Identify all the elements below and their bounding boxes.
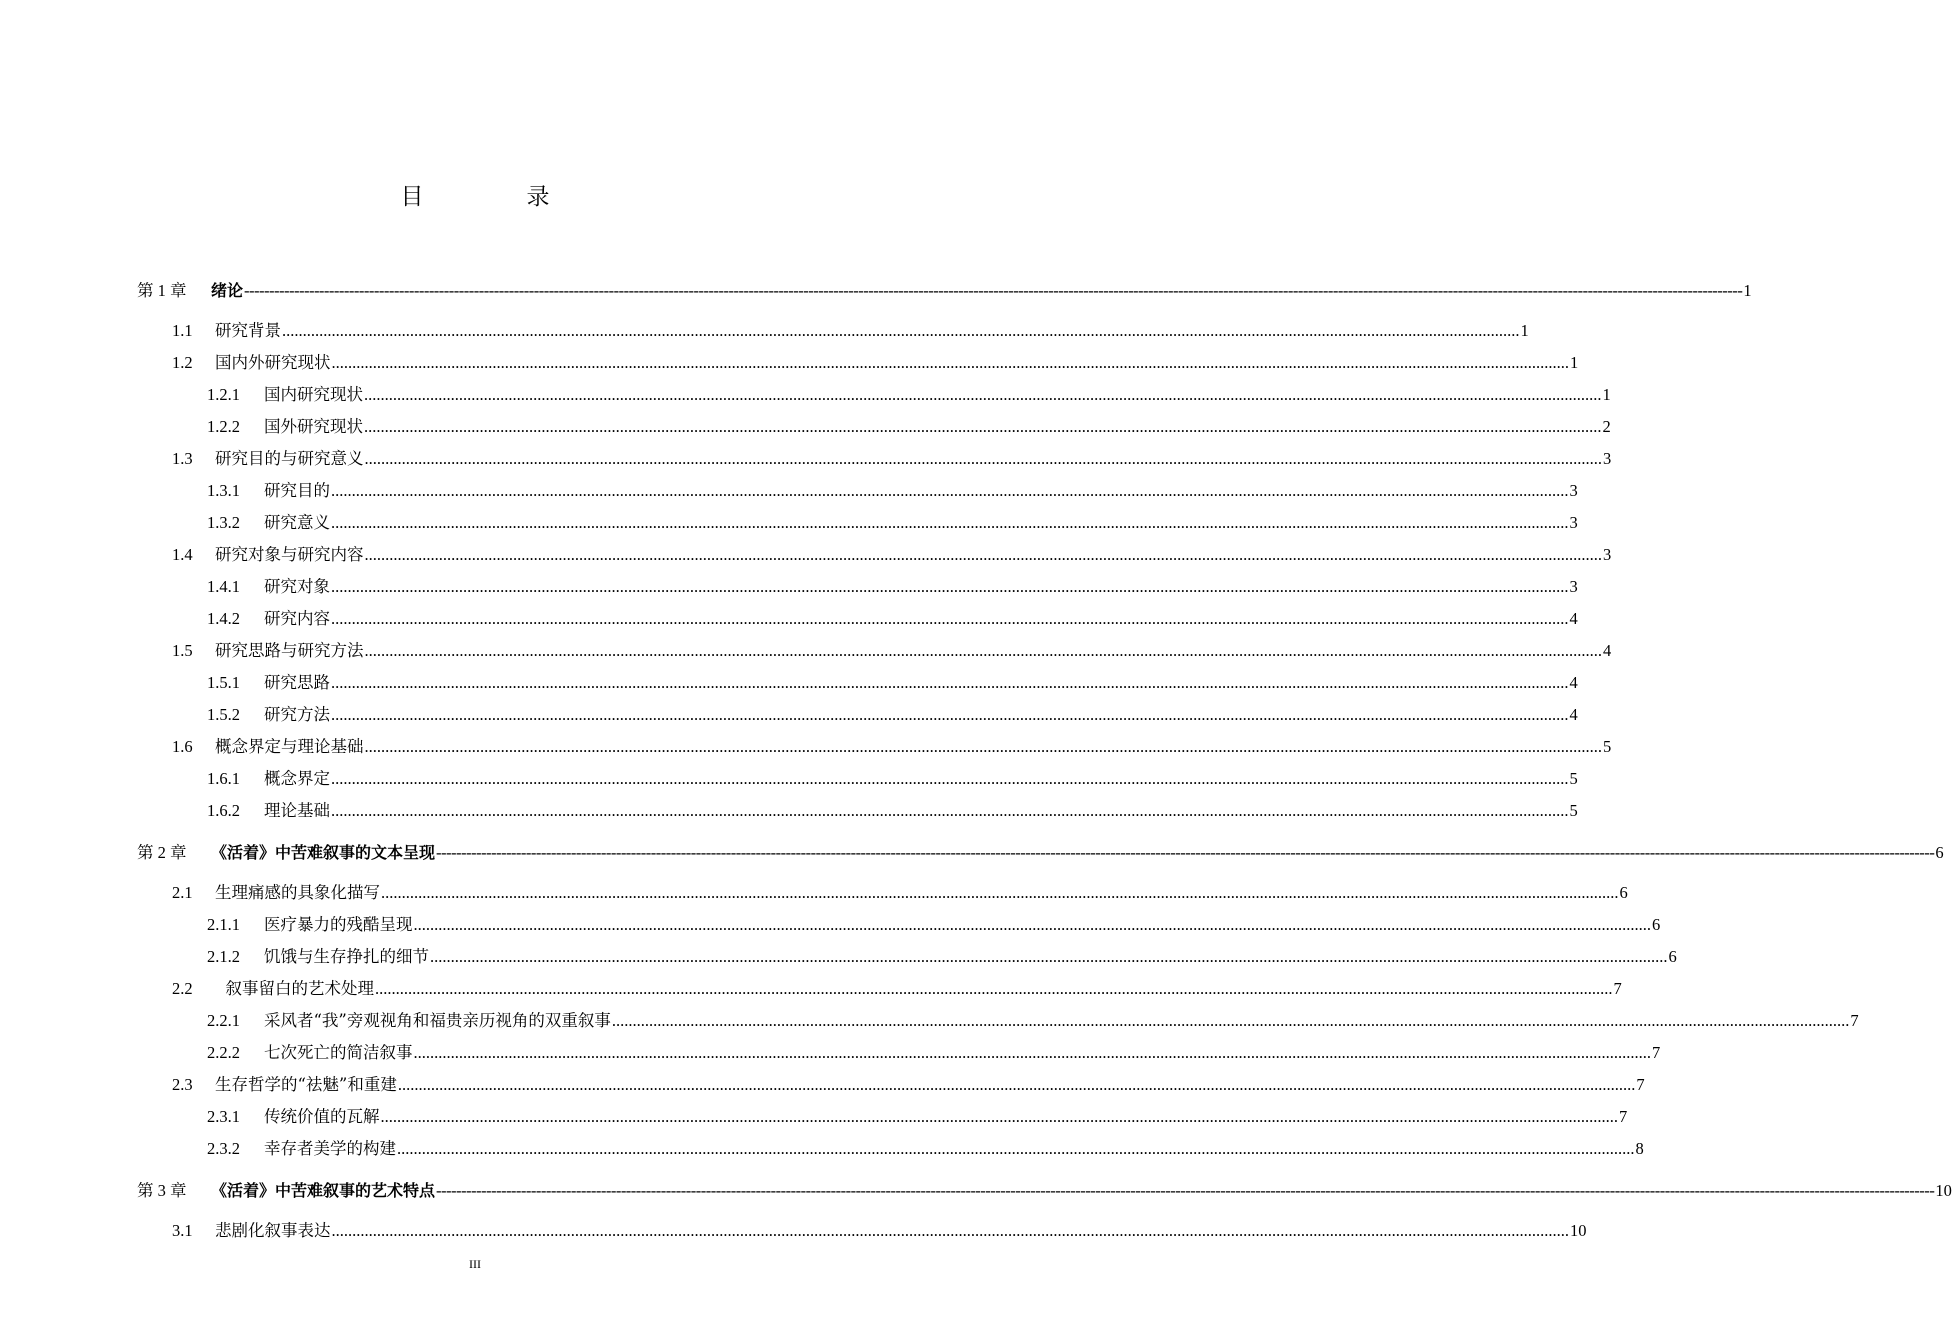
toc-leader: ------------------------------------------------------------------------------------------------------------------------------------------------------------------------------------------------------------------------------------------------------------------------------------------------------------	[244, 281, 1743, 300]
page-title: 目 录	[400, 184, 590, 210]
toc-entry-title: 概念界定	[264, 769, 330, 788]
toc-entry[interactable]	[207, 1137, 1644, 1161]
toc-entry-number: 1.5.1	[207, 673, 240, 692]
toc-entry-title: 研究方法	[264, 705, 330, 724]
toc-entry[interactable]	[172, 977, 1622, 1001]
toc-entry-title: 悲剧化叙事表达	[215, 1221, 331, 1240]
toc-page-number: 4	[1603, 641, 1612, 660]
toc-page-number: 7	[1619, 1107, 1628, 1126]
toc-leader: ............................................................................................................................................................................................................................................................................................................	[364, 449, 1602, 468]
toc-entry-title: 研究思路与研究方法	[215, 641, 364, 660]
toc-page-number: 3	[1603, 449, 1612, 468]
toc-page-number: 6	[1935, 843, 1944, 862]
toc-entry-title: 研究思路	[264, 673, 330, 692]
toc-entry-number: 第 3 章	[137, 1181, 187, 1200]
toc-entry[interactable]	[172, 543, 1612, 567]
toc-page-number: 2	[1602, 417, 1611, 436]
toc-leader: ............................................................................................................................................................................................................................................................................................................	[364, 417, 1602, 436]
toc-entry-number: 1.3	[172, 449, 193, 468]
toc-entry[interactable]	[172, 447, 1612, 471]
toc-leader: ------------------------------------------------------------------------------------------------------------------------------------------------------------------------------------------------------------------------------------------------------------------------------------------------------------	[436, 843, 1935, 862]
toc-entry-title: 《活着》中苦难叙事的艺术特点	[211, 1181, 436, 1200]
toc-page-number: 5	[1569, 769, 1578, 788]
toc-entry[interactable]	[207, 945, 1677, 969]
toc-entry-title: 研究背景	[215, 321, 281, 340]
toc-entry-title: 研究目的	[264, 481, 330, 500]
toc-entry-number: 1.5.2	[207, 705, 240, 724]
toc-entry-number: 2.1.2	[207, 947, 240, 966]
toc-leader: ............................................................................................................................................................................................................................................................................................................	[331, 1221, 1569, 1240]
toc-entry-title: 绪论	[211, 281, 244, 300]
toc-leader: ............................................................................................................................................................................................................................................................................................................	[364, 641, 1602, 660]
toc-page-number: 7	[1613, 979, 1622, 998]
toc-entry-number: 2.2.2	[207, 1043, 240, 1062]
toc-leader: ............................................................................................................................................................................................................................................................................................................	[381, 883, 1619, 902]
toc-entry-number: 2.3.2	[207, 1139, 240, 1158]
toc-page-number: 3	[1569, 577, 1578, 596]
toc-entry-number: 2.2.1	[207, 1011, 240, 1030]
toc-entry[interactable]	[172, 881, 1628, 905]
toc-entry-title: 国内外研究现状	[215, 353, 331, 372]
toc-entry-title: 研究对象	[264, 577, 330, 596]
toc-page-number: 10	[1935, 1181, 1952, 1200]
toc-entry-title: 研究意义	[264, 513, 330, 532]
toc-entry-number: 1.4	[172, 545, 193, 564]
toc-page-number: 4	[1569, 673, 1578, 692]
toc-page-number: 5	[1569, 801, 1578, 820]
toc-page-number: 6	[1619, 883, 1628, 902]
toc-entry[interactable]	[172, 1073, 1645, 1097]
toc-entry-title: 国内研究现状	[264, 385, 363, 404]
toc-page-number: 4	[1569, 609, 1578, 628]
toc-entry[interactable]	[207, 511, 1578, 535]
toc-entry[interactable]	[172, 319, 1529, 343]
toc-leader: ------------------------------------------------------------------------------------------------------------------------------------------------------------------------------------------------------------------------------------------------------------------------------------------------------------	[436, 1181, 1935, 1200]
toc-page-number: 1	[1743, 281, 1752, 300]
toc-entry[interactable]	[137, 1179, 1952, 1203]
toc-entry[interactable]	[207, 767, 1578, 791]
toc-entry-number: 2.1	[172, 883, 193, 902]
toc-leader: ............................................................................................................................................................................................................................................................................................................	[364, 737, 1602, 756]
toc-entry[interactable]	[207, 671, 1578, 695]
toc-entry[interactable]	[172, 735, 1612, 759]
toc-entry[interactable]	[207, 913, 1661, 937]
toc-leader: ............................................................................................................................................................................................................................................................................................................	[375, 979, 1613, 998]
toc-page-number: 7	[1652, 1043, 1661, 1062]
toc-entry-title: 研究内容	[264, 609, 330, 628]
toc-entry-number: 2.3	[172, 1075, 193, 1094]
toc-leader: ............................................................................................................................................................................................................................................................................................................	[331, 673, 1569, 692]
toc-page-number: 1	[1520, 321, 1529, 340]
toc-entry-number: 1.4.1	[207, 577, 240, 596]
toc-leader: ............................................................................................................................................................................................................................................................................................................	[380, 1107, 1618, 1126]
toc-leader: ............................................................................................................................................................................................................................................................................................................	[611, 1011, 1850, 1030]
toc-entry-title: 概念界定与理论基础	[215, 737, 364, 756]
toc-page-number: 6	[1652, 915, 1661, 934]
toc-leader: ............................................................................................................................................................................................................................................................................................................	[282, 321, 1520, 340]
toc-entry-title: 叙事留白的艺术处理	[215, 979, 374, 998]
toc-page-number: 3	[1603, 545, 1612, 564]
toc-leader: ............................................................................................................................................................................................................................................................................................................	[331, 577, 1569, 596]
toc-leader: ............................................................................................................................................................................................................................................................................................................	[331, 353, 1569, 372]
toc-entry[interactable]	[207, 479, 1578, 503]
toc-entry-number: 2.2	[172, 979, 193, 998]
toc-entry-number: 1.2.1	[207, 385, 240, 404]
toc-leader: ............................................................................................................................................................................................................................................................................................................	[331, 769, 1569, 788]
toc-entry-number: 第 1 章	[137, 281, 187, 300]
toc-entry[interactable]	[207, 607, 1578, 631]
toc-entry-number: 1.2.2	[207, 417, 240, 436]
toc-leader: ............................................................................................................................................................................................................................................................................................................	[430, 947, 1668, 966]
toc-leader: ............................................................................................................................................................................................................................................................................................................	[331, 481, 1569, 500]
toc-entry-number: 1.4.2	[207, 609, 240, 628]
toc-entry[interactable]	[207, 799, 1578, 823]
toc-entry-title: 研究对象与研究内容	[215, 545, 364, 564]
toc-entry-number: 1.5	[172, 641, 193, 660]
toc-page-number: 1	[1570, 353, 1579, 372]
toc-entry-number: 1.6.2	[207, 801, 240, 820]
toc-page-number: 7	[1850, 1011, 1859, 1030]
toc-leader: ............................................................................................................................................................................................................................................................................................................	[364, 545, 1602, 564]
toc-entry-title: 采风者“我”旁观视角和福贵亲历视角的双重叙事	[264, 1011, 611, 1030]
toc-entry-number: 3.1	[172, 1221, 193, 1240]
toc-leader: ............................................................................................................................................................................................................................................................................................................	[397, 1139, 1635, 1158]
toc-entry-number: 1.2	[172, 353, 193, 372]
toc-leader: ............................................................................................................................................................................................................................................................................................................	[331, 705, 1569, 724]
toc-entry[interactable]	[207, 1009, 1859, 1033]
toc-entry[interactable]	[172, 1219, 1587, 1243]
toc-page-number: 10	[1570, 1221, 1587, 1240]
toc-leader: ............................................................................................................................................................................................................................................................................................................	[331, 609, 1569, 628]
page-number: III	[469, 1257, 481, 1271]
toc-entry[interactable]	[207, 1105, 1628, 1129]
toc-page-number: 4	[1569, 705, 1578, 724]
toc-entry-title: 医疗暴力的残酷呈现	[264, 915, 413, 934]
toc-page-number: 3	[1569, 481, 1578, 500]
toc-entry[interactable]	[207, 703, 1578, 727]
toc-page-number: 3	[1569, 513, 1578, 532]
toc-leader: ............................................................................................................................................................................................................................................................................................................	[397, 1075, 1636, 1094]
toc-leader: ............................................................................................................................................................................................................................................................................................................	[331, 801, 1569, 820]
toc-entry-number: 2.1.1	[207, 915, 240, 934]
toc-page-number: 1	[1602, 385, 1611, 404]
toc-entry-title: 生存哲学的“祛魅”和重建	[215, 1075, 397, 1094]
toc-entry-title: 七次死亡的简洁叙事	[264, 1043, 413, 1062]
toc-entry-number: 1.3.1	[207, 481, 240, 500]
toc-entry[interactable]	[137, 279, 1752, 303]
toc-entry-title: 国外研究现状	[264, 417, 363, 436]
toc-entry-number: 第 2 章	[137, 843, 187, 862]
toc-entry-title: 理论基础	[264, 801, 330, 820]
toc-page-number: 5	[1603, 737, 1612, 756]
toc-entry[interactable]	[207, 383, 1611, 407]
toc-entry-title: 饥饿与生存挣扎的细节	[264, 947, 429, 966]
toc-page-number: 8	[1635, 1139, 1644, 1158]
toc-entry[interactable]	[172, 639, 1612, 663]
toc-entry-number: 1.3.2	[207, 513, 240, 532]
toc-leader: ............................................................................................................................................................................................................................................................................................................	[413, 915, 1651, 934]
toc-entry-title: 《活着》中苦难叙事的文本呈现	[211, 843, 436, 862]
toc-leader: ............................................................................................................................................................................................................................................................................................................	[331, 513, 1569, 532]
toc-entry[interactable]	[207, 415, 1611, 439]
toc-leader: ............................................................................................................................................................................................................................................................................................................	[413, 1043, 1651, 1062]
toc-entry[interactable]	[172, 351, 1579, 375]
toc-entry-title: 研究目的与研究意义	[215, 449, 364, 468]
toc-entry-number: 1.6.1	[207, 769, 240, 788]
toc-entry-number: 1.1	[172, 321, 193, 340]
toc-entry-number: 2.3.1	[207, 1107, 240, 1126]
toc-entry[interactable]	[137, 841, 1944, 865]
toc-entry-title: 幸存者美学的构建	[264, 1139, 396, 1158]
toc-entry[interactable]	[207, 1041, 1661, 1065]
toc-entry-title: 传统价值的瓦解	[264, 1107, 380, 1126]
toc-page-number: 6	[1668, 947, 1677, 966]
toc-entry[interactable]	[207, 575, 1578, 599]
toc-entry-title: 生理痛感的具象化描写	[215, 883, 380, 902]
toc-entry-number: 1.6	[172, 737, 193, 756]
toc-page-number: 7	[1636, 1075, 1645, 1094]
toc-leader: ............................................................................................................................................................................................................................................................................................................	[364, 385, 1602, 404]
